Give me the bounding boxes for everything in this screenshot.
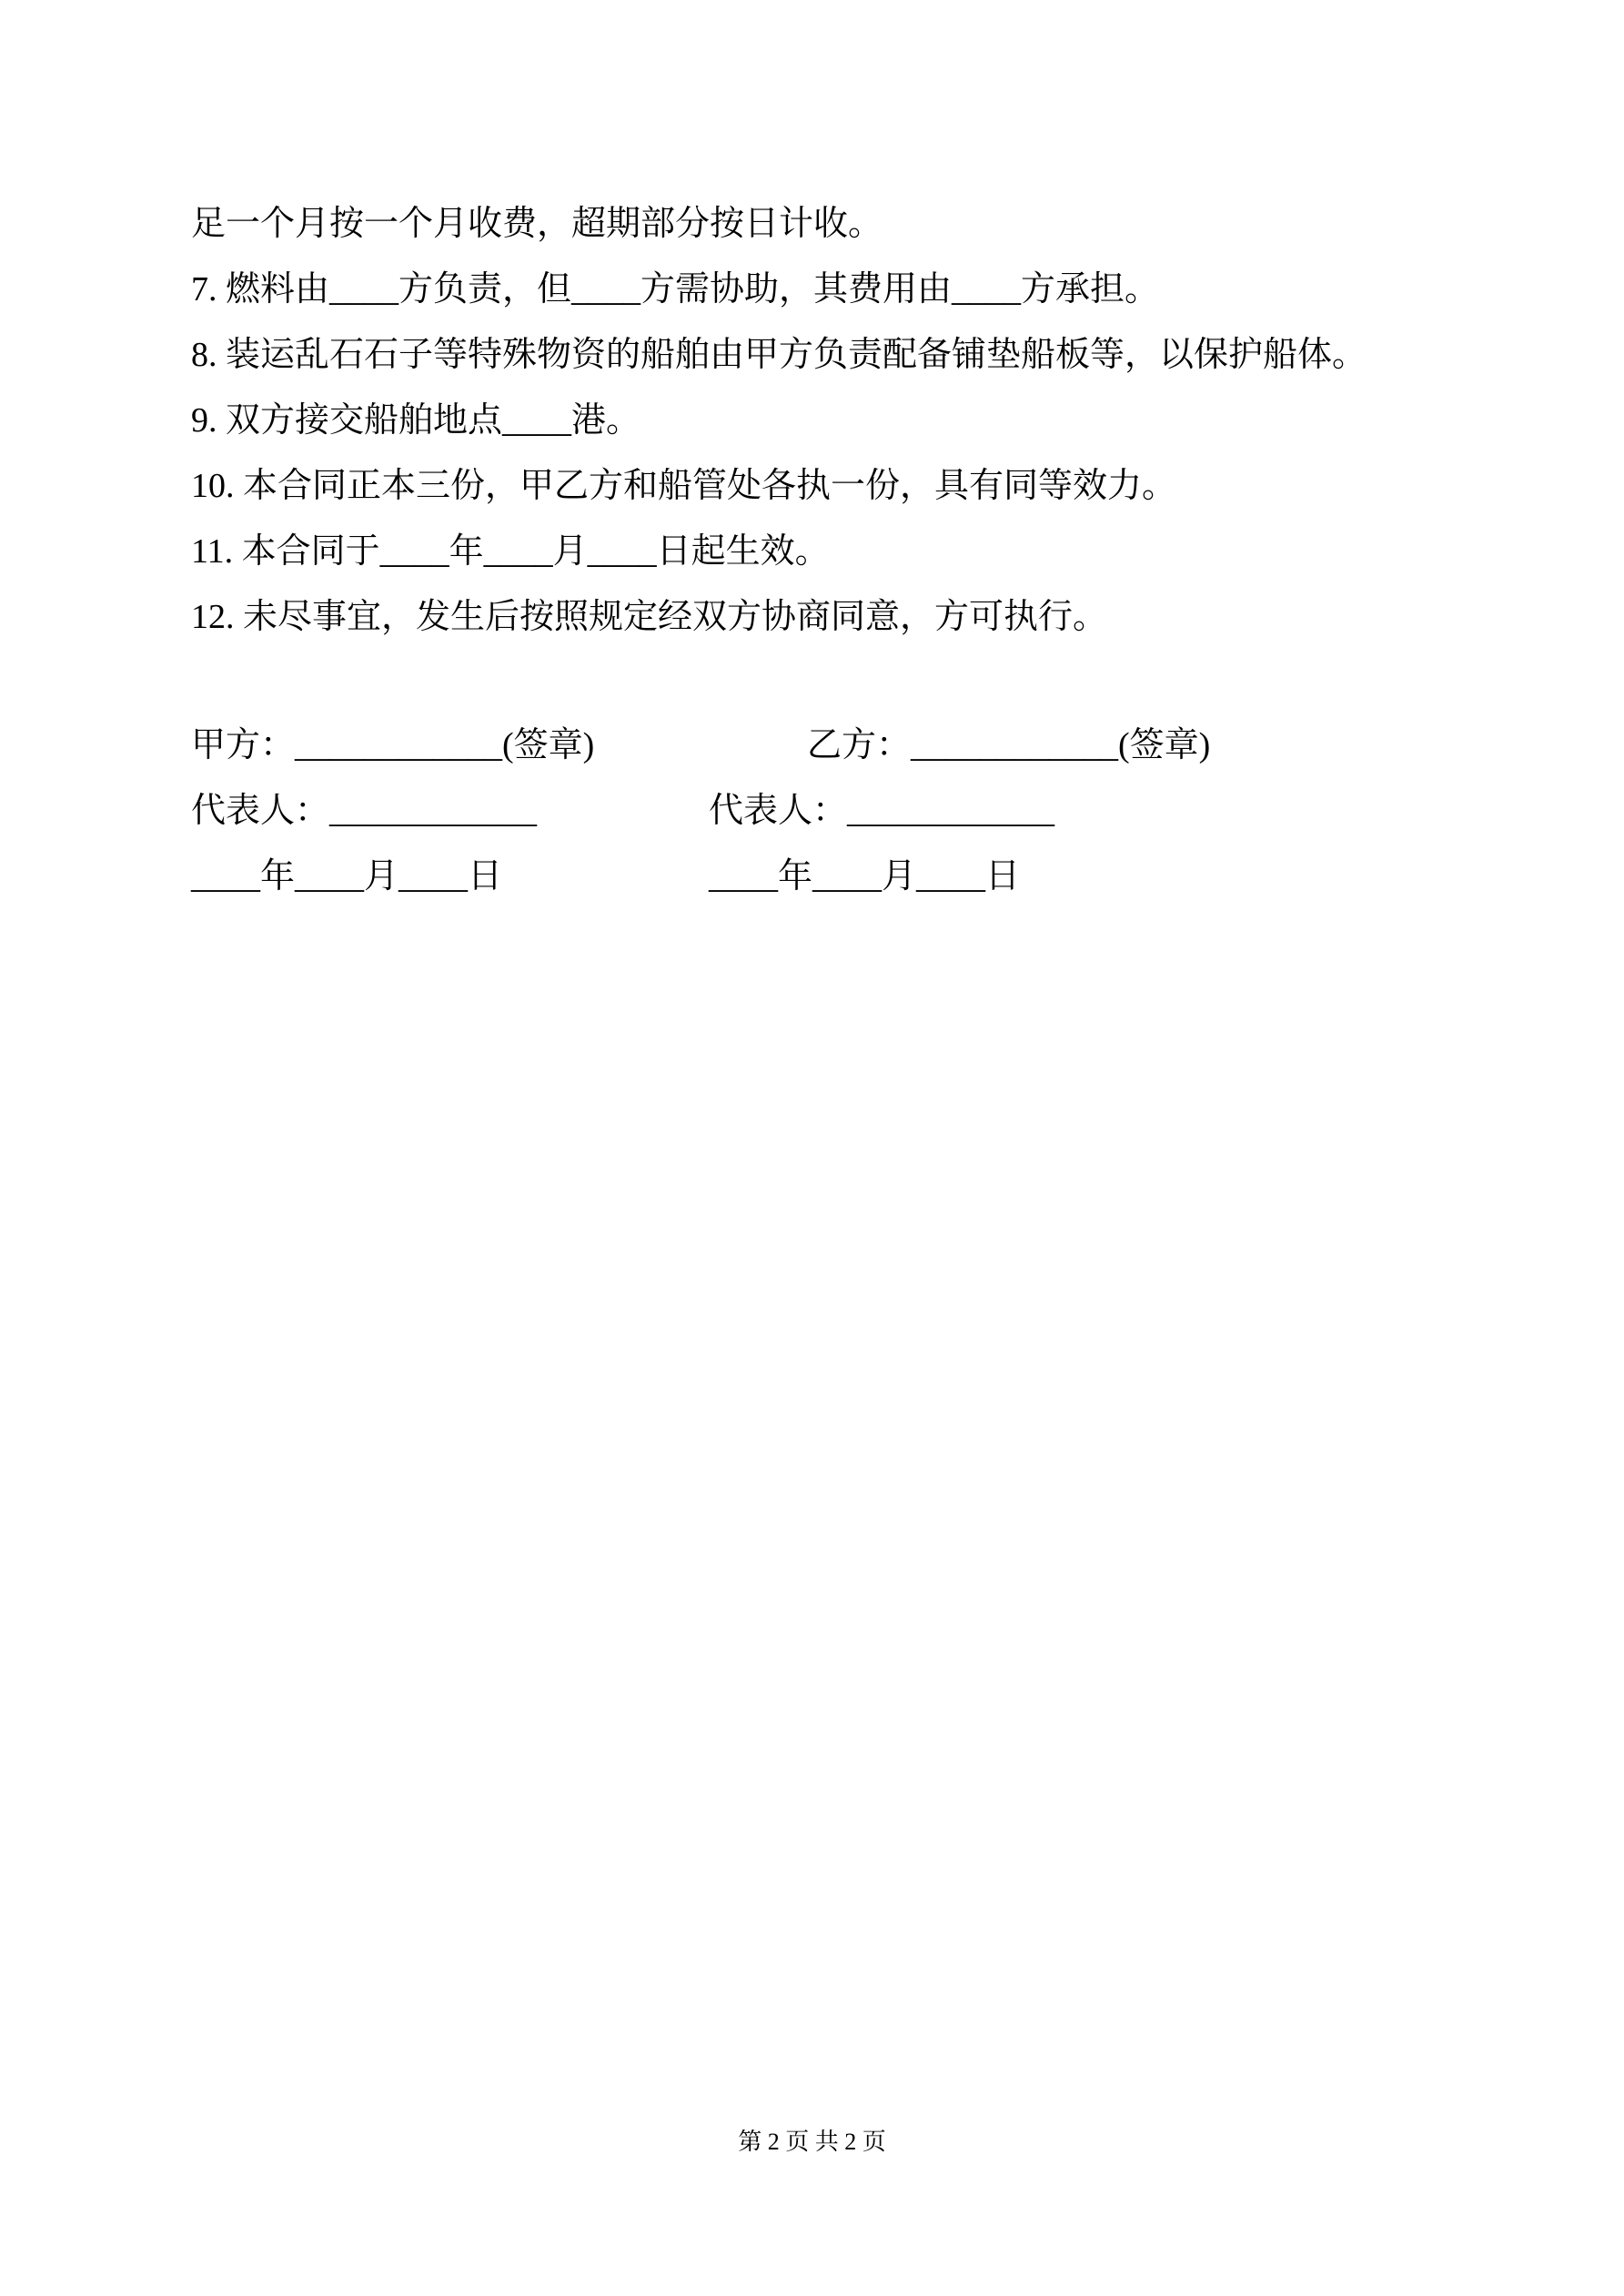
clause-7: 7. 燃料由____方负责，但____方需协助，其费用由____方承担。 [191,270,1160,308]
clause-6-continuation: 足一个月按一个月收费，超期部分按日计收。 [191,205,883,243]
signature-row-representatives [191,778,1533,844]
clause-10: 10. 本合同正本三份，甲乙方和船管处各执一份，具有同等效力。 [191,467,1177,505]
party-b-representative-line: 代表人：____________ [709,792,1055,830]
party-b-date-line: ____年____月____日 [709,857,1021,895]
party-a-representative-line: 代表人：____________ [191,792,538,830]
clause-9: 9. 双方接交船舶地点____港。 [191,401,641,440]
page-footer: 第 2 页 共 2 页 [738,2129,886,2155]
clause-11: 11. 本合同于____年____月____日起生效。 [191,532,830,571]
signature-row-parties [191,713,1533,778]
party-a-date-line: ____年____月____日 [191,857,503,895]
party-b-signature-line: 乙方：____________(签章) [807,726,1211,764]
contract-body [191,191,1533,909]
clause-8: 8. 装运乱石石子等特殊物资的船舶由甲方负责配备铺垫船板等，以保护船体。 [191,336,1367,374]
clause-12: 12. 未尽事宜，发生后按照规定经双方协商同意，方可执行。 [191,598,1108,636]
signature-section [191,713,1533,909]
party-a-signature-line: 甲方：____________(签章) [191,726,595,764]
signature-row-dates [191,844,1533,909]
